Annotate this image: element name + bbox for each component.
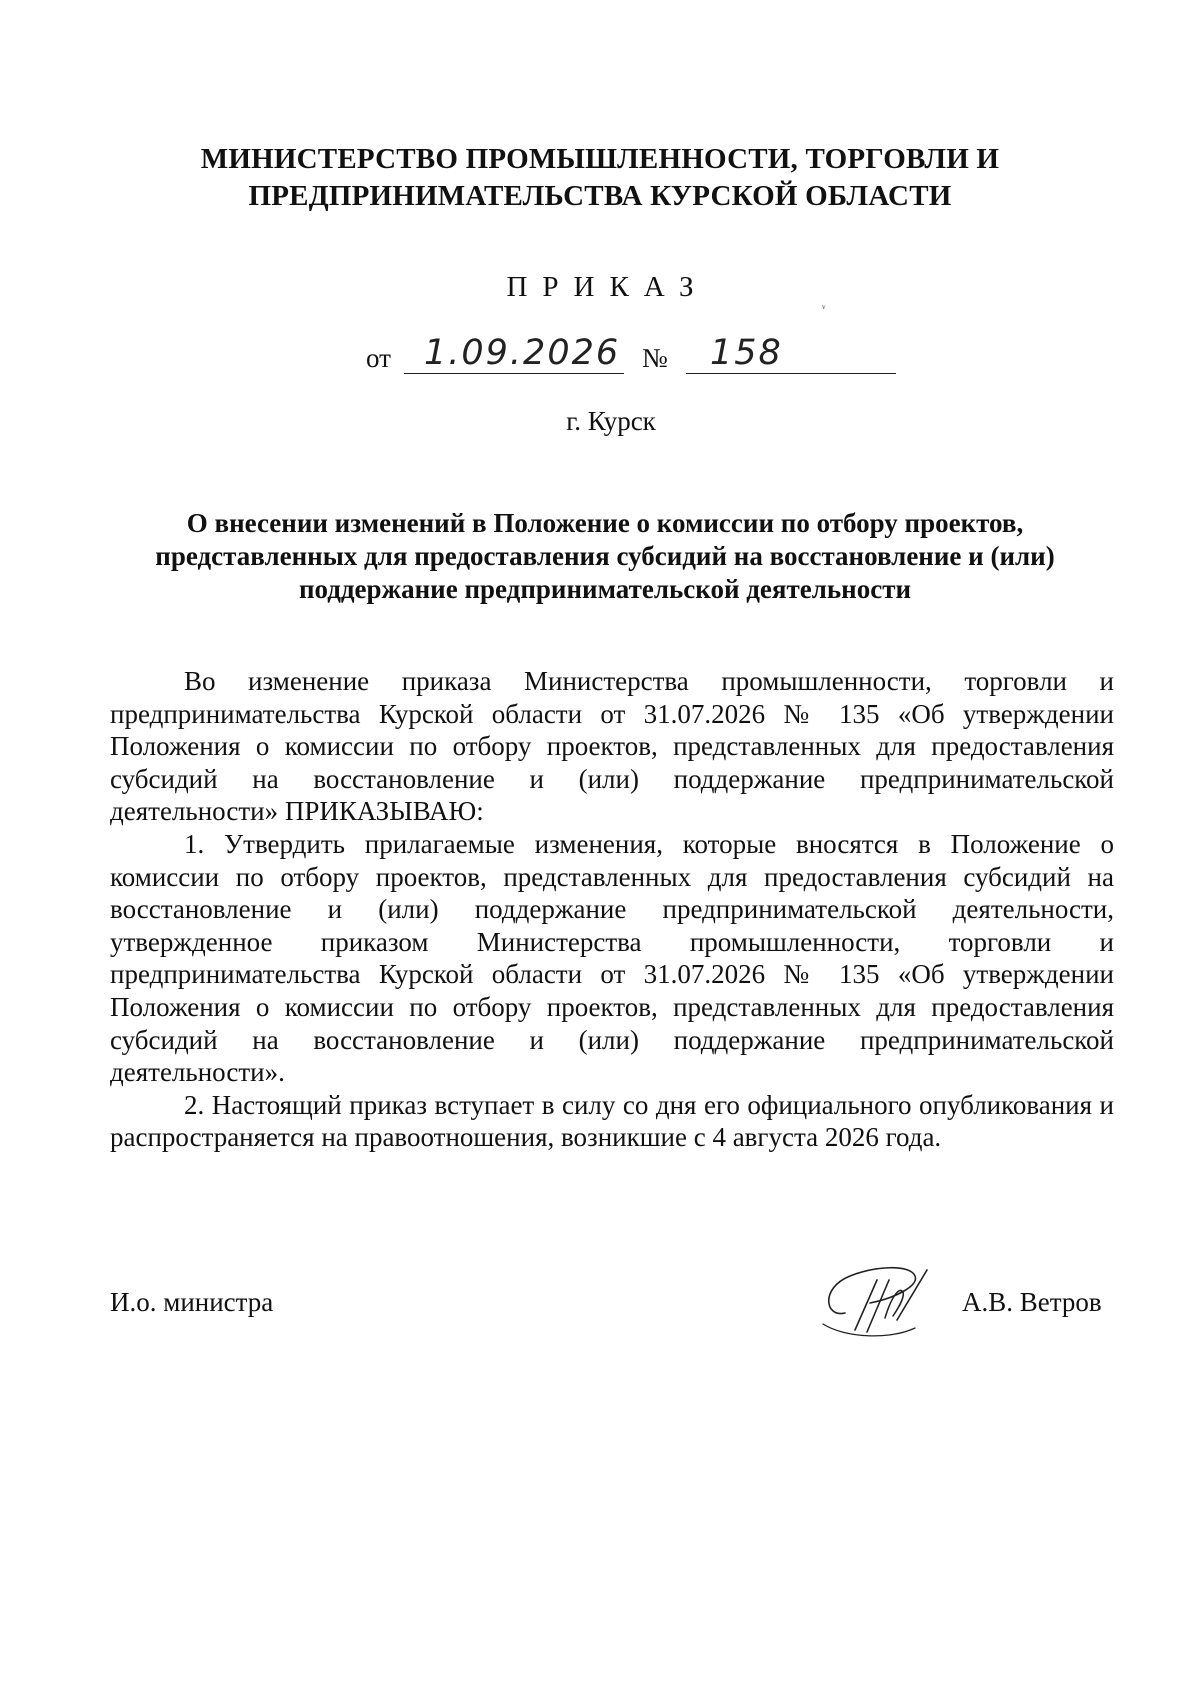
ministry-header-line-2: ПРЕДПРИНИМАТЕЛЬСТВА КУРСКОЙ ОБЛАСТИ [248, 180, 952, 212]
ministry-header-line-1: МИНИСТЕРСТВО ПРОМЫШЛЕННОСТИ, ТОРГОВЛИ И [200, 143, 1000, 175]
date-prefix: от [366, 343, 391, 373]
signatory-position: И.о. министра [110, 1287, 274, 1317]
handwritten-signature [815, 1258, 940, 1343]
order-body [110, 665, 1114, 1154]
city: г. Курск [566, 406, 656, 436]
handwritten-tick-mark: ᵥ [822, 297, 826, 311]
document-type: ПРИКАЗ [506, 271, 709, 303]
date-underline [404, 373, 624, 374]
number-prefix: № [642, 343, 668, 373]
ministry-header [100, 141, 1100, 215]
order-preamble: Во изменение приказа Министерства промышленности, торговли и предпринимательства Курской области от 31.07.2026 № 135 «Об утверждении Положения о комиссии по отбору проектов, представленных для предоставления субсидий на восстановление и (или) поддержание предпринимательской деятельности» ПРИКАЗЫВАЮ: [110, 666, 1114, 827]
signatory-name: А.В. Ветров [962, 1287, 1102, 1317]
order-subject-title: О внесении изменений в Положение о комиссии по отбору проектов, представленных для предоставления субсидий на восстановление и (или) поддержание предпринимательской деятельности [155, 508, 1055, 604]
handwritten-date: 1.09.2026 [424, 333, 621, 373]
handwritten-number: 158 [710, 333, 783, 373]
order-item-2: 2. Настоящий приказ вступает в силу со дня его официального опубликования и распространяется на правоотношения, возникшие с 4 августа 2026 года. [110, 1089, 1114, 1153]
order-item-1: 1. Утвердить прилагаемые изменения, которые вносятся в Положение о комиссии по отбору проектов, представленных для предоставления субсидий на восстановление и (или) поддержание предпринимательской деятельности, утвержденное приказом Министерства промышленности, торговли и предпринимательства Курской области от 31.07.2026 № 135 «Об утверждении Положения о комиссии по отбору проектов, представленных для предоставления субсидий на восстановление и (или) поддержание предпринимательской деятельности». [110, 828, 1114, 1088]
number-underline [686, 373, 896, 374]
